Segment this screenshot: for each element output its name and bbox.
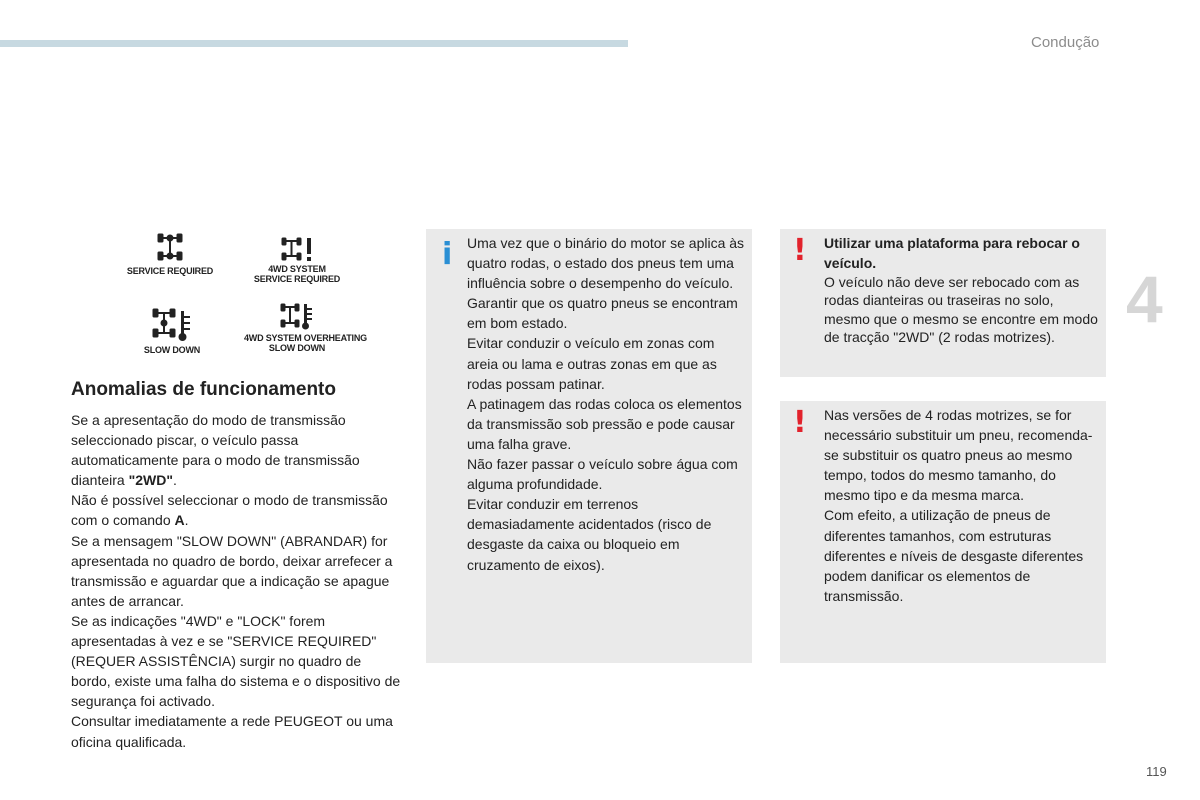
paragraph: Não fazer passar o veículo sobre água com alguma profundidade. — [467, 456, 738, 493]
paragraph: Nas versões de 4 rodas motrizes, se for necessário substituir um pneu, recomenda-se substituir os quatro pneus ao mesmo tempo, todos do mesmo tamanho, do mesmo tipo e da mesma marca. — [824, 407, 1093, 504]
warning-light-label: SERVICE REQUIRED — [253, 274, 341, 284]
paragraph: Evitar conduzir o veículo em zonas com areia ou lama e outras zonas em que as rodas possam patinar. — [467, 335, 717, 392]
drivetrain-temperature-icon — [150, 305, 194, 345]
control-a-text: A — [174, 512, 185, 529]
warning-light-slow-down — [122, 305, 222, 355]
warning-icon: ! — [793, 405, 807, 440]
warning-light-4wd-service-required — [245, 236, 349, 284]
text-run: . — [184, 512, 189, 529]
paragraph — [71, 490, 403, 530]
warning-light-service-required — [120, 230, 220, 276]
warning-light-label: SLOW DOWN — [268, 343, 326, 353]
section-heading: Anomalias de funcionamento — [71, 379, 336, 400]
text-run: Não é possível seleccionar o modo de transmissão com o comando — [71, 492, 388, 529]
header-accent-bar — [0, 40, 628, 47]
drivetrain-warning-icon — [155, 230, 185, 266]
paragraph: Evitar conduzir em terrenos demasiadamente acidentados (risco de desgaste da caixa ou bloqueio em cruzamento de eixos). — [467, 496, 712, 573]
warning-light-4wd-overheating — [244, 301, 367, 353]
page-number: 119 — [1146, 764, 1167, 779]
warning-light-label: SERVICE REQUIRED — [126, 266, 214, 276]
paragraph: Se a mensagem "SLOW DOWN" (ABRANDAR) for apresentada no quadro de bordo, deixar arrefecer a transmissão e aguardar que a indicação se apague antes de arrancar. — [71, 532, 393, 609]
text-run: Se a apresentação do modo de transmissão seleccionado piscar, o veículo passa automaticamente para o modo de transmissão dianteira — [71, 412, 360, 489]
paragraph — [71, 410, 403, 490]
paragraph: O veículo não deve ser rebocado com as rodas dianteiras ou traseiras no solo, mesmo que o mesmo se encontre em modo de tracção "2WD" (2 rodas motrizes). — [824, 274, 1098, 345]
warning-light-label: 4WD SYSTEM OVERHEATING — [244, 333, 367, 343]
warning-light-label: 4WD SYSTEM — [268, 264, 326, 274]
drivetrain-overheating-icon — [279, 301, 315, 333]
info-box-text — [467, 233, 747, 575]
text-run: . — [172, 472, 177, 489]
mode-2wd-text: "2WD" — [128, 472, 173, 489]
warning-box-text — [824, 234, 1102, 346]
warning-box-tyres — [780, 401, 1106, 663]
warning-box-text — [824, 405, 1102, 606]
paragraph: Com efeito, a utilização de pneus de diferentes tamanhos, com estruturas diferentes e níveis de desgaste diferentes podem danificar os elementos de transmissão. — [824, 507, 1084, 604]
section-title: Condução — [1031, 34, 1100, 51]
warning-icon: ! — [793, 233, 807, 268]
paragraph: Uma vez que o binário do motor se aplica às quatro rodas, o estado dos pneus tem uma influência sobre o desempenho do veículo. — [467, 235, 745, 292]
chapter-number: 4 — [1126, 262, 1163, 336]
paragraph: Se as indicações "4WD" e "LOCK" forem apresentadas à vez e se "SERVICE REQUIRED" (REQUER ASSISTÊNCIA) surgir no quadro de bordo, existe uma falha do sistema e o dispositivo de segurança foi activado. — [71, 612, 401, 710]
warning-light-label: SLOW DOWN — [143, 345, 201, 355]
warning-title: Utilizar uma plataforma para rebocar o veículo. — [824, 235, 1080, 271]
info-box — [426, 229, 752, 663]
main-body — [71, 410, 403, 752]
paragraph: Garantir que os quatro pneus se encontram em bom estado. — [467, 295, 738, 332]
paragraph: Consultar imediatamente a rede PEUGEOT ou uma oficina qualificada. — [71, 713, 393, 750]
info-icon: i — [442, 237, 453, 272]
paragraph: A patinagem das rodas coloca os elementos da transmissão sob pressão e pode causar uma falha grave. — [467, 395, 742, 452]
drivetrain-exclamation-icon — [280, 236, 314, 264]
warning-box-towing — [780, 229, 1106, 377]
